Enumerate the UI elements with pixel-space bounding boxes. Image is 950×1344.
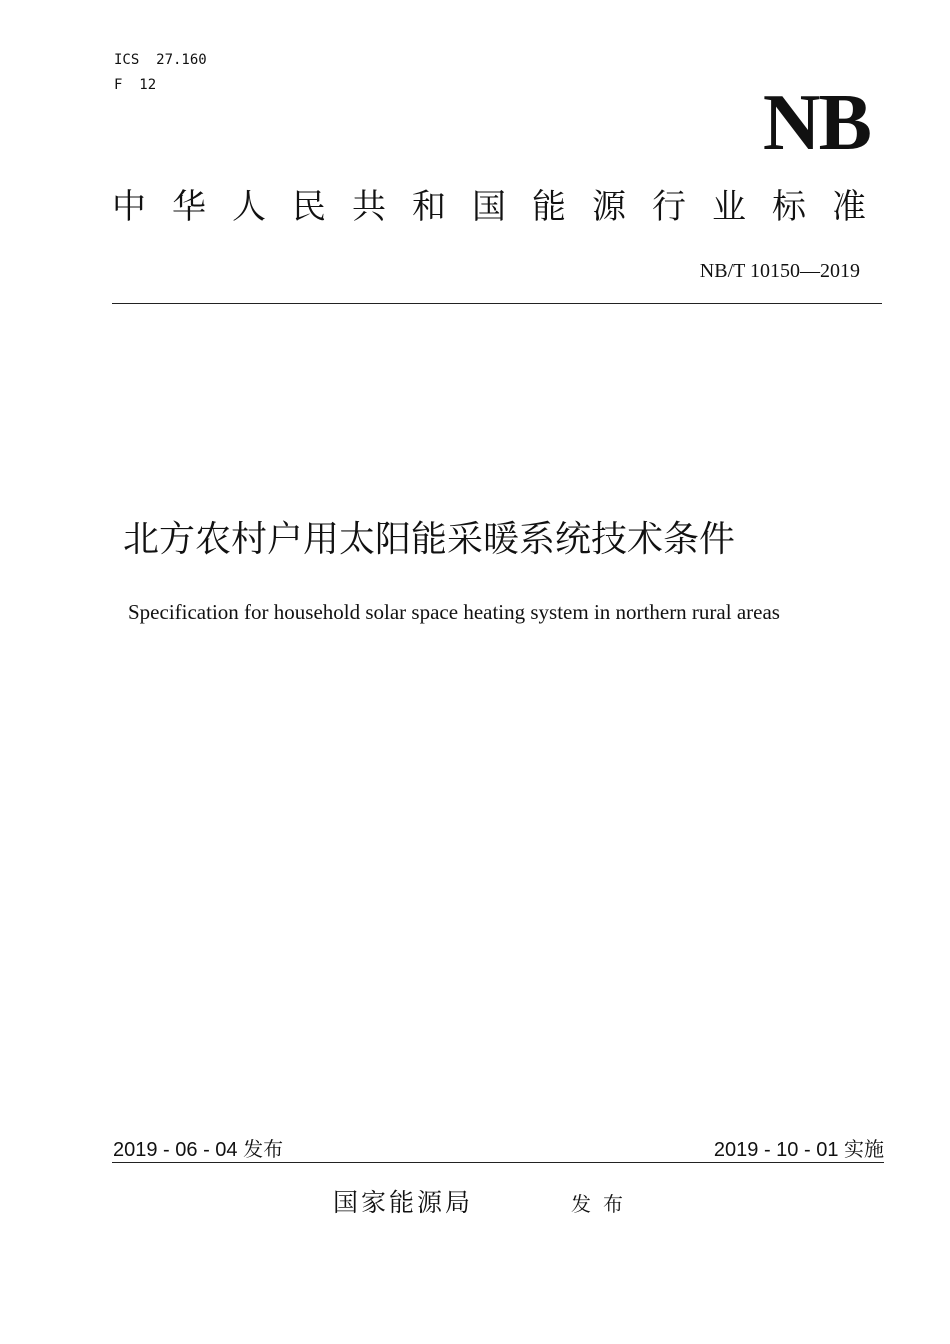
document-title-chinese: 北方农村户用太阳能采暖系统技术条件 (123, 519, 736, 560)
header-divider (112, 303, 882, 304)
issue-label: 发布 (571, 1192, 635, 1216)
release-date: 2019 - 06 - 04 发布 (113, 1139, 284, 1161)
ccs-code: F 12 (114, 77, 157, 93)
ics-code: ICS 27.160 (114, 52, 207, 68)
implementation-date: 2019 - 10 - 01 实施 (713, 1139, 884, 1161)
nb-logo: NB (762, 79, 870, 167)
document-title-english: Specification for household solar space heating system in northern rural areas (128, 600, 780, 624)
footer-divider (112, 1162, 884, 1163)
standard-number: NB/T 10150—2019 (699, 260, 860, 282)
classification-codes (114, 48, 207, 98)
issuing-authority: 国家能源局 (333, 1188, 474, 1217)
industry-standard-heading: 中华人民共和国能源行业标准 (112, 187, 892, 227)
